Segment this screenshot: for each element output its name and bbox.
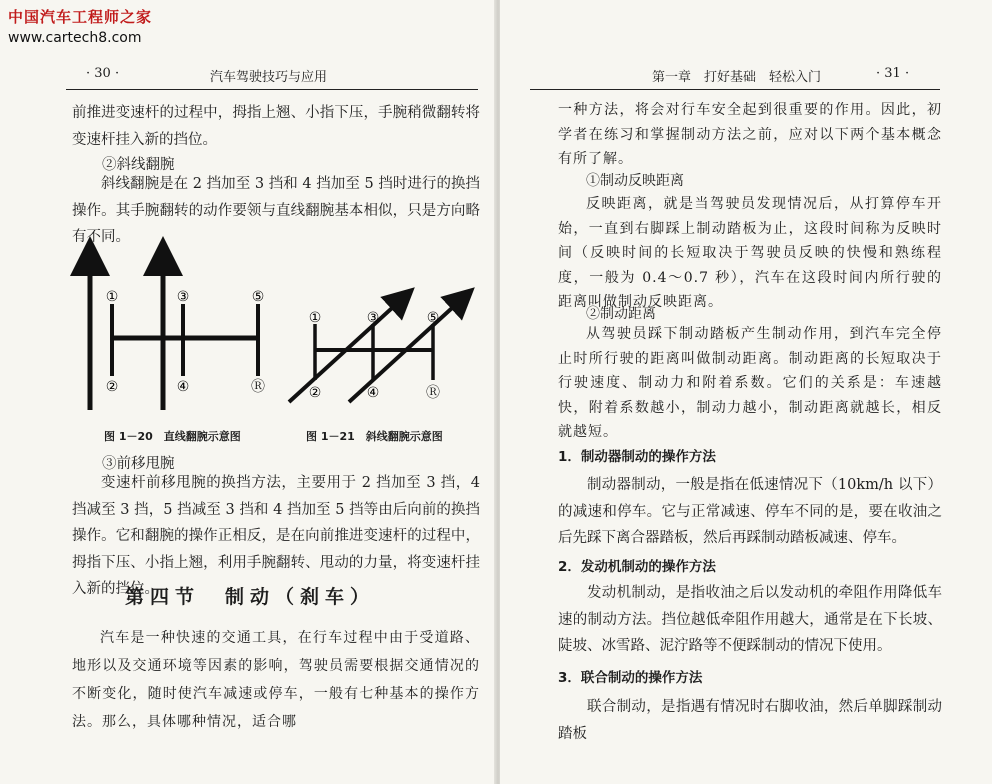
gear-marker-r: Ⓡ — [251, 379, 265, 395]
figure-1-21 — [285, 290, 465, 440]
watermark-url: www.cartech8.com — [8, 30, 142, 46]
right-header-rule — [530, 89, 940, 90]
gear-marker-2: ② — [308, 385, 322, 401]
gear-marker-1: ① — [308, 310, 322, 326]
left-page-number: · 30 · — [86, 66, 120, 81]
right-page — [500, 0, 992, 784]
gear-marker-1: ① — [105, 289, 119, 305]
gear-marker-2: ② — [105, 379, 119, 395]
figure-1-20 — [80, 248, 280, 418]
gear-marker-5: ⑤ — [251, 289, 265, 305]
right-para-2: 反映距离，就是当驾驶员发现情况后，从打算停车开始，一直到右脚踩上制动踏板为止，这段时间称为反映时间（反映时间的长短取决于驾驶员反映的快慢和熟练程度，一般为 0.4～0.7 秒），汽车在这段时间内所行驶的距离叫做制动反映距离。 — [558, 196, 942, 310]
gear-marker-4: ④ — [176, 379, 190, 395]
right-section-2: 2．发动机制动的操作方法 — [558, 559, 716, 575]
left-subhead-2: ②斜线翻腕 — [102, 157, 175, 173]
gear-marker-r: Ⓡ — [426, 385, 440, 401]
right-chapter-label: 第一章 打好基础 轻松入门 — [652, 70, 822, 85]
left-running-title: 汽车驾驶技巧与应用 — [210, 70, 328, 85]
caption-1-20: 图 1－20 直线翻腕示意图 — [104, 430, 241, 443]
left-header-rule — [66, 89, 478, 90]
right-subhead-2: ②制动距离 — [586, 306, 656, 322]
right-section-1: 1．制动器制动的操作方法 — [558, 449, 716, 465]
right-para-3: 从驾驶员踩下制动踏板产生制动作用，到汽车完全停止时所行驶的距离叫做制动距离。制动距离的长短取决于行驶速度、制动力和附着系数。它们的关系是：车速越快，附着系数越小，制动力越小，制动距离就越长，相反就越短。 — [558, 326, 942, 440]
gear-marker-3: ③ — [176, 289, 190, 305]
right-para-1: 一种方法，将会对行车安全起到很重要的作用。因此，初学者在练习和掌握制动方法之前，应对以下两个基本概念有所了解。 — [558, 102, 942, 167]
right-subhead-1: ①制动反映距离 — [586, 173, 684, 189]
right-para-5: 发动机制动，是指收油之后以发动机的牵阻作用降低车速的制动方法。挡位越低牵阻作用越大，通常是在下长坡、陡坡、冰雪路、泥泞路等不便踩制动的情况下使用。 — [558, 585, 942, 654]
watermark-logo: 中国汽车工程师之家 — [8, 8, 153, 26]
right-section-3: 3．联合制动的操作方法 — [558, 670, 703, 686]
right-para-6: 联合制动，是指遇有情况时右脚收油，然后单脚踩制动踏板 — [558, 699, 942, 742]
right-page-number: · 31 · — [876, 66, 910, 81]
left-para-top: 前推进变速杆的过程中，拇指上翘、小指下压，手腕稍微翻转将变速杆挂入新的挡位。 — [72, 105, 480, 148]
right-para-4: 制动器制动，一般是指在低速情况下（10km/h 以下）的减速和停车。它与正常减速、停车不同的是，要在收油之后先踩下离合器踏板，然后再踩制动踏板减速、停车。 — [558, 477, 942, 546]
left-para-3: 变速杆前移甩腕的换挡方法，主要用于 2 挡加至 3 挡，4 挡减至 3 挡，5 挡减至 3 挡和 4 挡加至 5 挡等由后向前的换挡操作。它和翻腕的操作正相反，是在向前推进变速杆的过程中，拇指下压、小指上翘，利用手腕翻转、甩动的力量，将变速杆挂入新的挡位。 — [72, 475, 480, 597]
gear-marker-5: ⑤ — [426, 310, 440, 326]
gear-marker-3: ③ — [366, 310, 380, 326]
left-para-4: 汽车是一种快速的交通工具，在行车过程中由于受道路、地形以及交通环境等因素的影响，驾驶员需要根据交通情况的不断变化，随时使汽车减速或停车，一般有七种基本的操作方法。那么，具体哪种情况，适合哪 — [72, 630, 480, 730]
section-title: 第四节 制动（刹车） — [124, 586, 375, 608]
left-subhead-3: ③前移甩腕 — [102, 456, 175, 472]
left-para-2: 斜线翻腕是在 2 挡加至 3 挡和 4 挡加至 5 挡时进行的换挡操作。其手腕翻转的动作要领与直线翻腕基本相似，只是方向略有不同。 — [72, 176, 480, 245]
gear-marker-4: ④ — [366, 385, 380, 401]
caption-1-21: 图 1－21 斜线翻腕示意图 — [306, 430, 443, 443]
